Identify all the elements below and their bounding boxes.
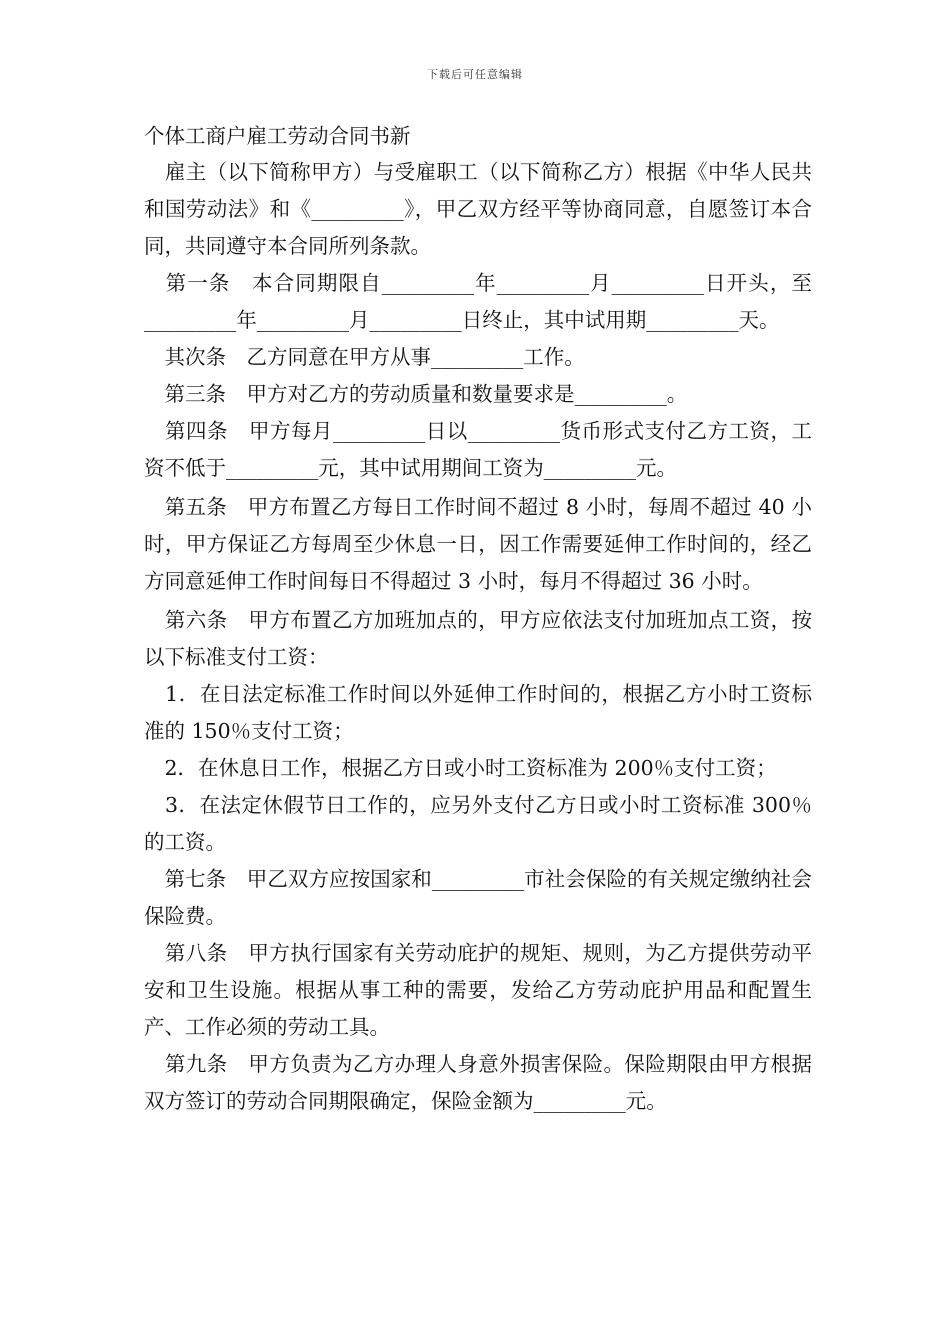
article-7: 第七条 甲乙双方应按国家和_________市社会保险的有关规定缴纳社会保险费。 [144,867,812,928]
article-1: 第一条 本合同期限自_________年_________月_________日开头，至_________年_________月_________日终止，其中试用期_________天。 [144,271,812,332]
article-5: 第五条 甲方布置乙方每日工作时间不超过 8 小时，每周不超过 40 小时，甲方保证乙方每周至少休息一日，因工作需要延伸工作时间的，经乙方同意延伸工作时间每日不得超过 3 小时，每月不得超过 36 小时。 [144,495,812,593]
document-title: 个体工商户雇工劳动合同书新 [144,124,411,148]
article-2: 其次条 乙方同意在甲方从事_________工作。 [144,345,585,369]
article-8: 第八条 甲方执行国家有关劳动庇护的规矩、规则，为乙方提供劳动平安和卫生设施。根据从事工种的需要，发给乙方劳动庇护用品和配置生产、工作必须的劳动工具。 [144,941,812,1039]
preamble-paragraph: 雇主（以下简称甲方）与受雇职工（以下简称乙方）根据《中华人民共和国劳动法》和《_________》，甲乙双方经平等协商同意，自愿签订本合同，共同遵守本合同所列条款。 [144,160,812,258]
article-4: 第四条 甲方每月_________日以_________货币形式支付乙方工资，工资不低于_________元，其中试用期间工资为_________元。 [144,419,812,480]
article-6-item-2: 2．在休息日工作，根据乙方日或小时工资标准为 200％支付工资； [144,756,777,780]
article-6-item-1: 1．在日法定标准工作时间以外延伸工作时间的，根据乙方小时工资标准的 150％支付工资； [144,682,812,743]
article-3: 第三条 甲方对乙方的劳动质量和数量要求是_________。 [144,382,688,406]
header-note: 下载后可任意编辑 [427,68,523,81]
article-9: 第九条 甲方负责为乙方办理人身意外损害保险。保险期限由甲方根据双方签订的劳动合同期限确定，保险金额为_________元。 [144,1052,812,1113]
document-body [144,118,812,1120]
article-6-item-3: 3．在法定休假节日工作的，应另外支付乙方日或小时工资标准 300％的工资。 [144,793,812,854]
article-6: 第六条 甲方布置乙方加班加点的，甲方应依法支付加班加点工资，按以下标准支付工资： [144,608,812,669]
